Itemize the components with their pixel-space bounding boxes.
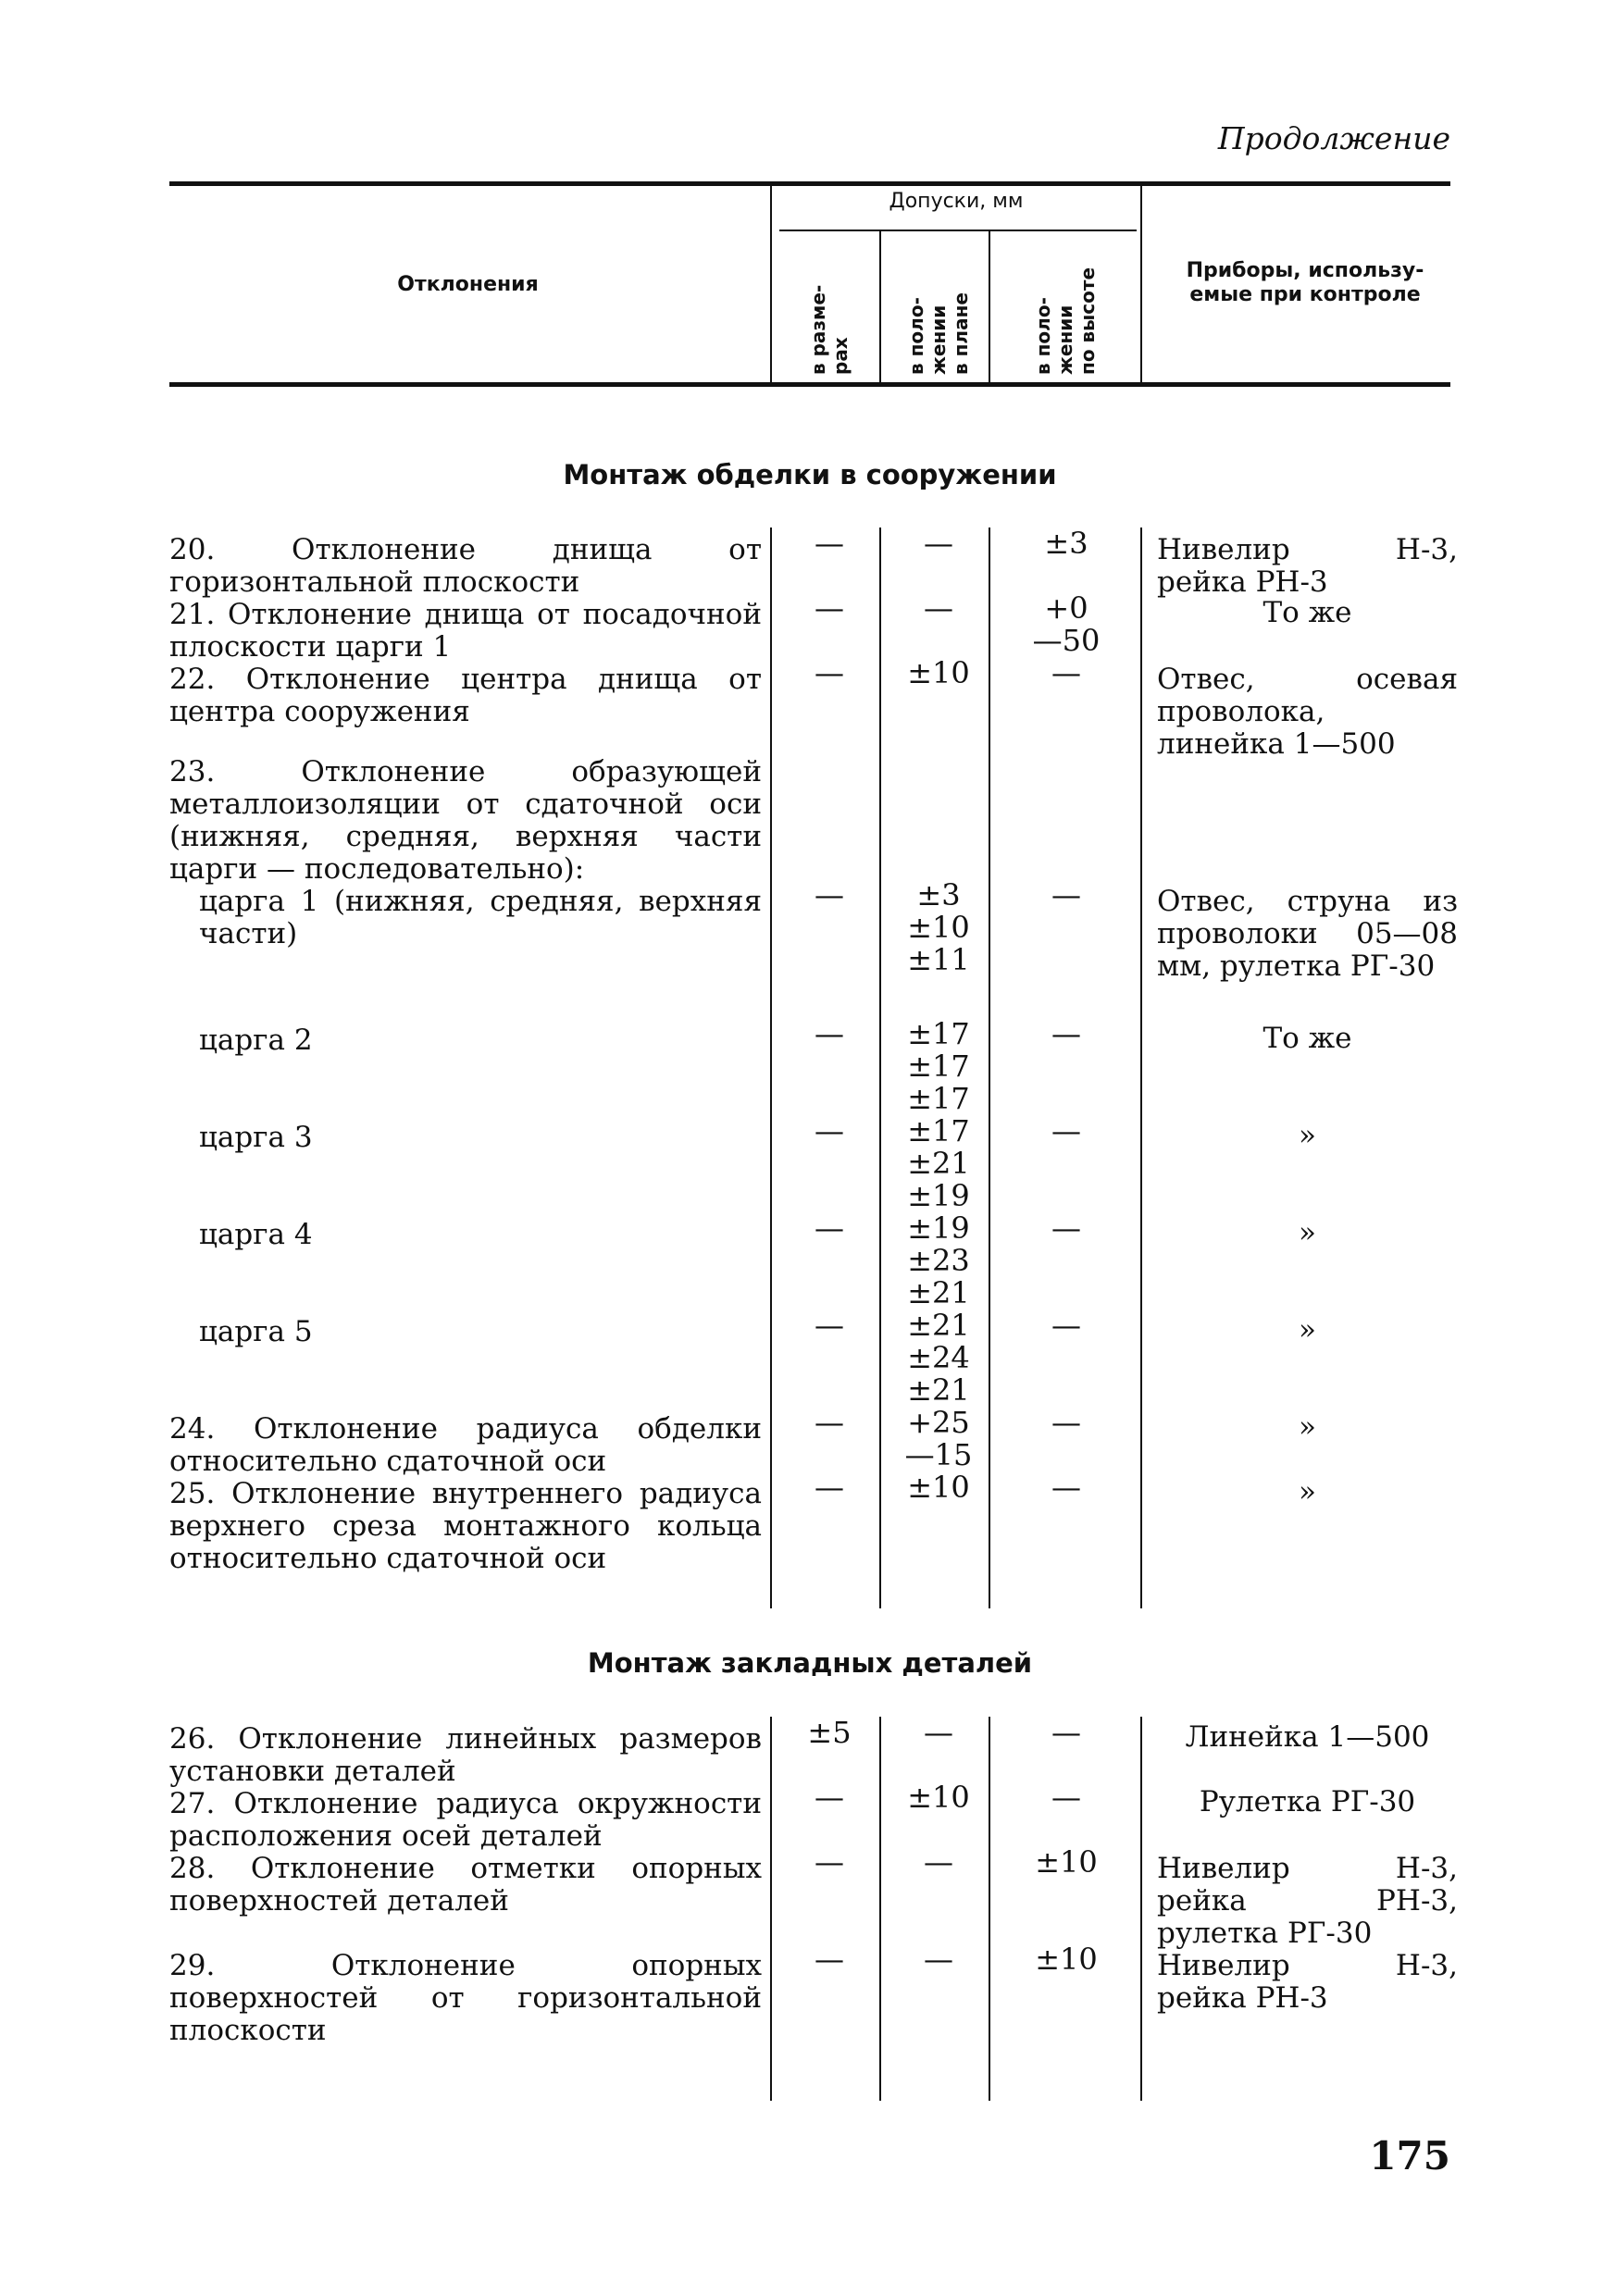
value-plan: — [924,1942,953,1977]
instrument: » [1299,1313,1316,1347]
row-description: 23. Отклонение образующей металлоизоляции от сдаточной оси (нижняя, средняя, верхняя части царги — последовательно): [169,755,762,886]
instrument: » [1299,1216,1316,1249]
row-description: царга 3 [199,1121,313,1154]
value-size: — [815,877,844,912]
body2-divider-1 [770,1717,772,2101]
value-height: — [1051,1405,1081,1440]
value-plan: ±19 ±23 ±21 [907,1210,970,1310]
instrument: То же [1263,596,1352,629]
column-header-height: в поло- жении по высоте [1032,267,1099,375]
instrument: Рулетка РГ-30 [1199,1785,1416,1818]
column-header-deviations: Отклонения [397,273,539,296]
value-height: ±3 [1044,526,1088,561]
row-description: 22. Отклонение центра днища от центра сооружения [169,663,762,728]
value-plan: ±17 ±21 ±19 [907,1113,970,1213]
row-description: 27. Отклонение радиуса окружности расположения осей деталей [169,1787,762,1853]
value-height: — [1051,1113,1081,1148]
header-divider-right [1140,186,1142,382]
value-height: — [1051,655,1081,690]
value-size: — [815,1780,844,1815]
value-size: — [815,1308,844,1343]
value-size: ±5 [807,1715,852,1750]
value-size: — [815,1113,844,1148]
value-plan: — [924,526,953,561]
body2-divider-2 [879,1717,881,2101]
value-plan: ±3 ±10 ±11 [907,877,970,977]
value-plan: — [924,1844,953,1880]
value-size: — [815,526,844,561]
row-description: 24. Отклонение радиуса обделки относительно сдаточной оси [169,1412,762,1478]
value-size: — [815,1405,844,1440]
value-height: — [1051,1780,1081,1815]
header-divider-c1 [879,231,881,382]
value-height: +0 —50 [1032,590,1101,658]
row-description: царга 2 [199,1024,313,1057]
value-size: — [815,1470,844,1505]
column-header-plan: в поло- жении в плане [905,292,972,375]
value-plan: — [924,1715,953,1750]
body1-divider-2 [879,527,881,1608]
page-number: 175 [1369,2133,1450,2178]
column-header-tolerances: Допуски, мм [889,190,1024,213]
section-title-embedded-parts: Монтаж закладных деталей [587,1647,1033,1679]
value-size: — [815,1016,844,1051]
instrument: То же [1263,1022,1352,1055]
instrument: » [1299,1410,1316,1444]
row-description: 25. Отклонение внутреннего радиуса верхнего среза монтажного кольца относительно сдаточной оси [169,1477,762,1575]
instrument: Отвес, осевая проволока, линейка 1—500 [1157,663,1458,761]
column-header-size: в разме- рах [807,284,852,375]
value-plan: ±10 [907,1780,970,1815]
value-height: — [1051,877,1081,912]
value-plan: ±10 [907,655,970,690]
value-height: — [1051,1715,1081,1750]
row-description: 26. Отклонение линейных размеров установки деталей [169,1722,762,1788]
value-plan: +25 —15 [904,1405,973,1472]
body2-divider-4 [1140,1717,1142,2101]
row-description: 20. Отклонение днища от горизонтальной плоскости [169,533,762,599]
value-height: — [1051,1308,1081,1343]
value-size: — [815,655,844,690]
value-size: — [815,1942,844,1977]
row-description: 28. Отклонение отметки опорных поверхностей деталей [169,1852,762,1917]
row-description: царга 1 (нижняя, средняя, верхняя части) [199,885,762,950]
section-title-lining: Монтаж обделки в сооружении [563,459,1057,490]
tolerance-underline [779,230,1137,231]
value-plan: ±21 ±24 ±21 [907,1308,970,1408]
value-size: — [815,1210,844,1246]
value-size: — [815,1844,844,1880]
instrument: Нивелир Н-3, рейка РН-3, рулетка РГ-30 [1157,1852,1458,1950]
table-top-rule [169,181,1450,186]
value-height: — [1051,1470,1081,1505]
row-description: 21. Отклонение днища от посадочной плоскости царги 1 [169,598,762,664]
body1-divider-4 [1140,527,1142,1608]
header-divider-left [770,186,772,382]
instrument: Нивелир Н-3, рейка РН-3 [1157,1949,1458,2015]
header-divider-c2 [989,231,990,382]
instrument: Линейка 1—500 [1185,1720,1430,1754]
instrument: » [1299,1119,1316,1152]
value-plan: — [924,590,953,626]
value-height: ±10 [1035,1844,1098,1880]
row-description: царга 5 [199,1315,313,1348]
row-description: царга 4 [199,1218,313,1251]
row-description: 29. Отклонение опорных поверхностей от горизонтальной плоскости [169,1949,762,2047]
value-height: — [1051,1210,1081,1246]
value-plan: ±10 [907,1470,970,1505]
column-header-instruments: Приборы, использу- емые при контроле [1186,259,1424,306]
instrument: Нивелир Н-3, рейка РН-3 [1157,533,1458,599]
value-height: ±10 [1035,1942,1098,1977]
body1-divider-1 [770,527,772,1608]
instrument: Отвес, струна из проволоки 05—08 мм, рулетка РГ-30 [1157,885,1458,983]
value-size: — [815,590,844,626]
continuation-label: Продолжение [1217,120,1450,156]
table-header-bottom-rule [169,382,1450,387]
value-height: — [1051,1016,1081,1051]
instrument: » [1299,1475,1316,1508]
body2-divider-3 [989,1717,990,2101]
value-plan: ±17 ±17 ±17 [907,1016,970,1116]
